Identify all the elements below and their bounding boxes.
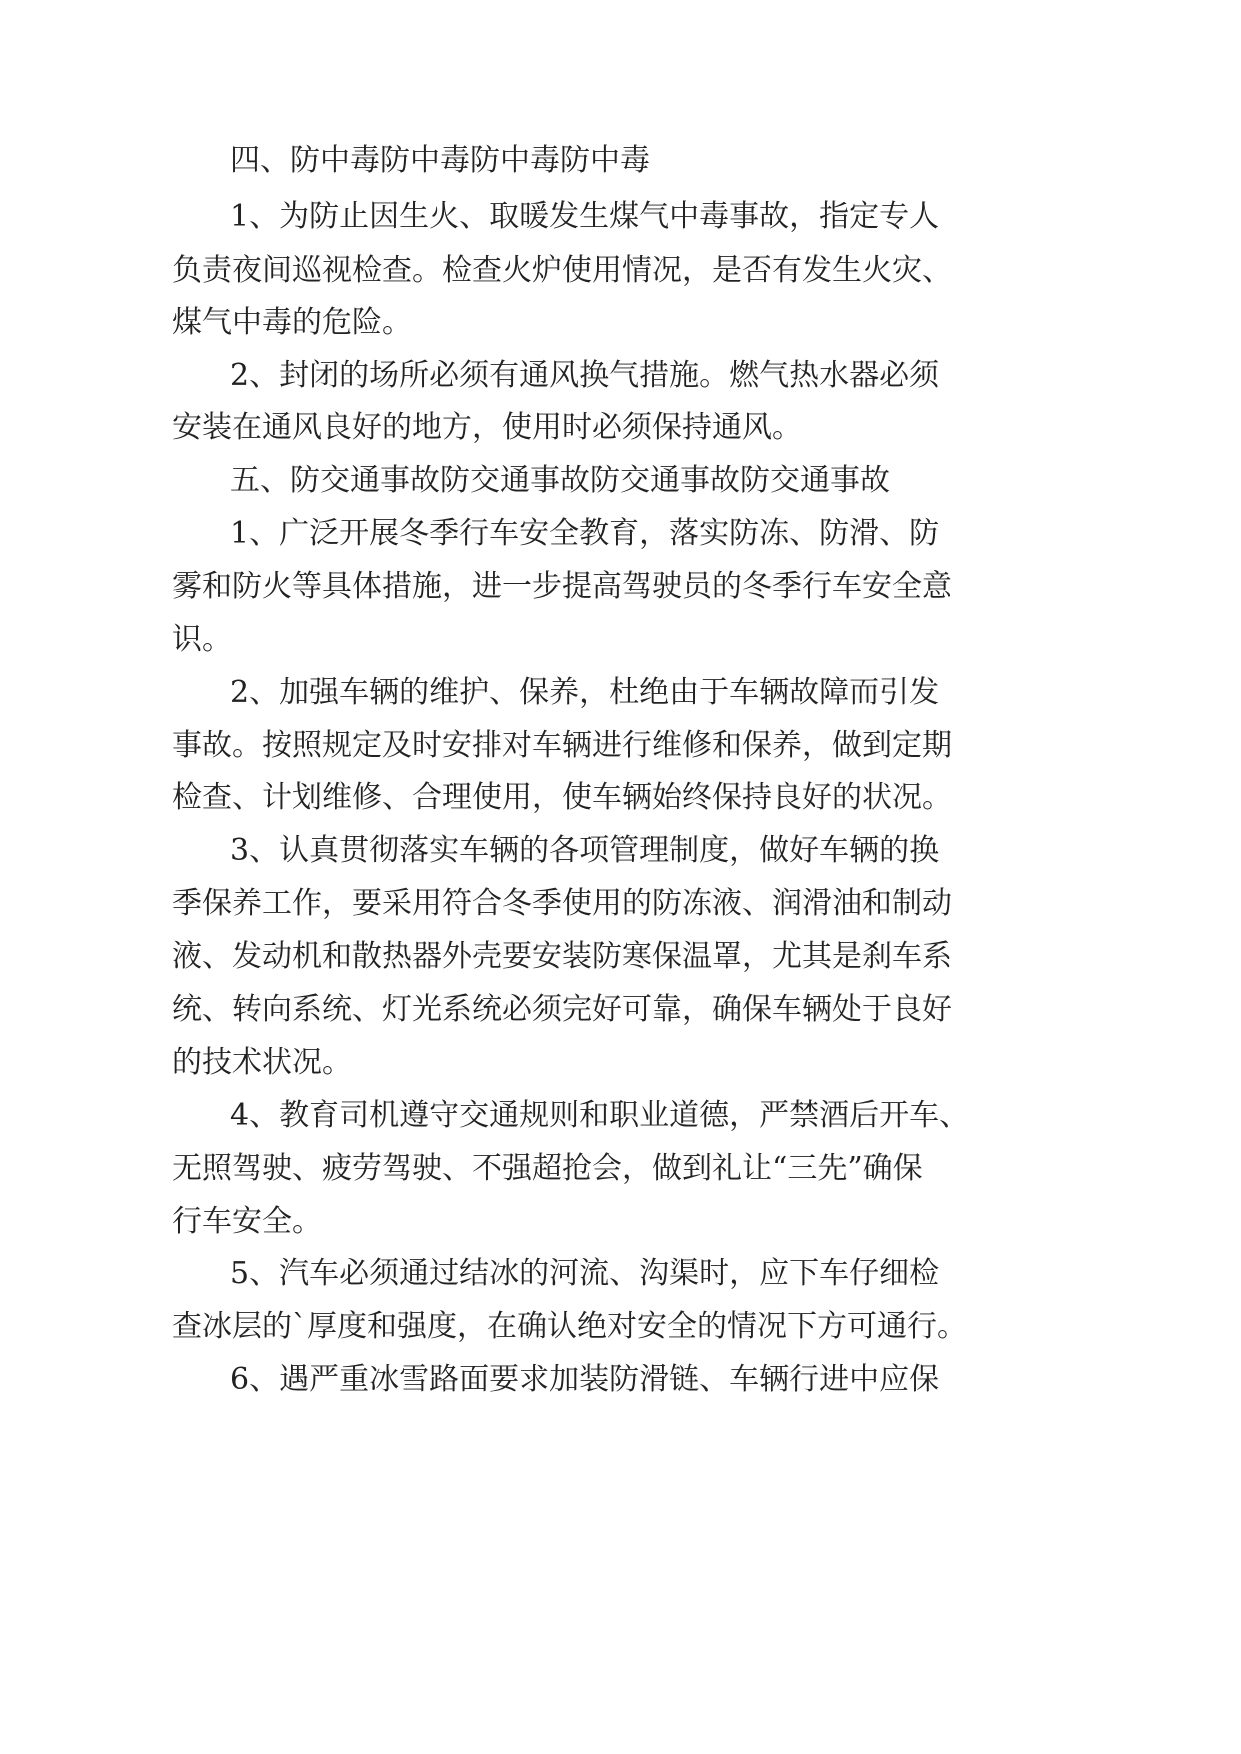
paragraph-line: 5、汽车必须通过结冰的河流、沟渠时，应下车仔细检 <box>230 1256 940 1291</box>
paragraph-line: 液、发动机和散热器外壳要安装防寒保温罩，尤其是刹车系 <box>172 939 952 974</box>
paragraph-line: 季保养工作，要采用符合冬季使用的防冻液、润滑油和制动 <box>172 886 952 921</box>
section-heading-four: 四、防中毒防中毒防中毒防中毒 <box>230 143 650 178</box>
paragraph-line: 的技术状况。 <box>172 1045 352 1080</box>
paragraph-line: 2、加强车辆的维护、保养，杜绝由于车辆故障而引发 <box>230 675 940 710</box>
paragraph-line: 安装在通风良好的地方，使用时必须保持通风。 <box>172 410 802 445</box>
paragraph-line: 6、遇严重冰雪路面要求加装防滑链、车辆行进中应保 <box>230 1362 940 1397</box>
paragraph-line: 雾和防火等具体措施，进一步提高驾驶员的冬季行车安全意 <box>172 569 952 604</box>
paragraph-line: 3、认真贯彻落实车辆的各项管理制度，做好车辆的换 <box>230 833 940 868</box>
paragraph-line: 2、封闭的场所必须有通风换气措施。燃气热水器必须 <box>230 358 940 393</box>
paragraph-line: 1、广泛开展冬季行车安全教育，落实防冻、防滑、防 <box>230 516 940 551</box>
paragraph-line: 查冰层的`厚度和强度，在确认绝对安全的情况下方可通行。 <box>172 1309 967 1344</box>
paragraph-line: 行车安全。 <box>172 1204 322 1239</box>
paragraph-line: 检查、计划维修、合理使用，使车辆始终保持良好的状况。 <box>172 780 952 815</box>
paragraph-line: 1、为防止因生火、取暖发生煤气中毒事故，指定专人 <box>230 199 940 234</box>
paragraph-line: 煤气中毒的危险。 <box>172 305 412 340</box>
paragraph-line: 识。 <box>172 622 232 657</box>
paragraph-line: 无照驾驶、疲劳驾驶、不强超抢会，做到礼让“三先”确保 <box>172 1151 923 1186</box>
paragraph-line: 统、转向系统、灯光系统必须完好可靠，确保车辆处于良好 <box>172 992 952 1027</box>
paragraph-line: 负责夜间巡视检查。检查火炉使用情况，是否有发生火灾、 <box>172 253 952 288</box>
paragraph-line: 4、教育司机遵守交通规则和职业道德，严禁酒后开车、 <box>230 1098 970 1133</box>
section-heading-five: 五、防交通事故防交通事故防交通事故防交通事故 <box>230 463 890 498</box>
paragraph-line: 事故。按照规定及时安排对车辆进行维修和保养，做到定期 <box>172 728 952 763</box>
